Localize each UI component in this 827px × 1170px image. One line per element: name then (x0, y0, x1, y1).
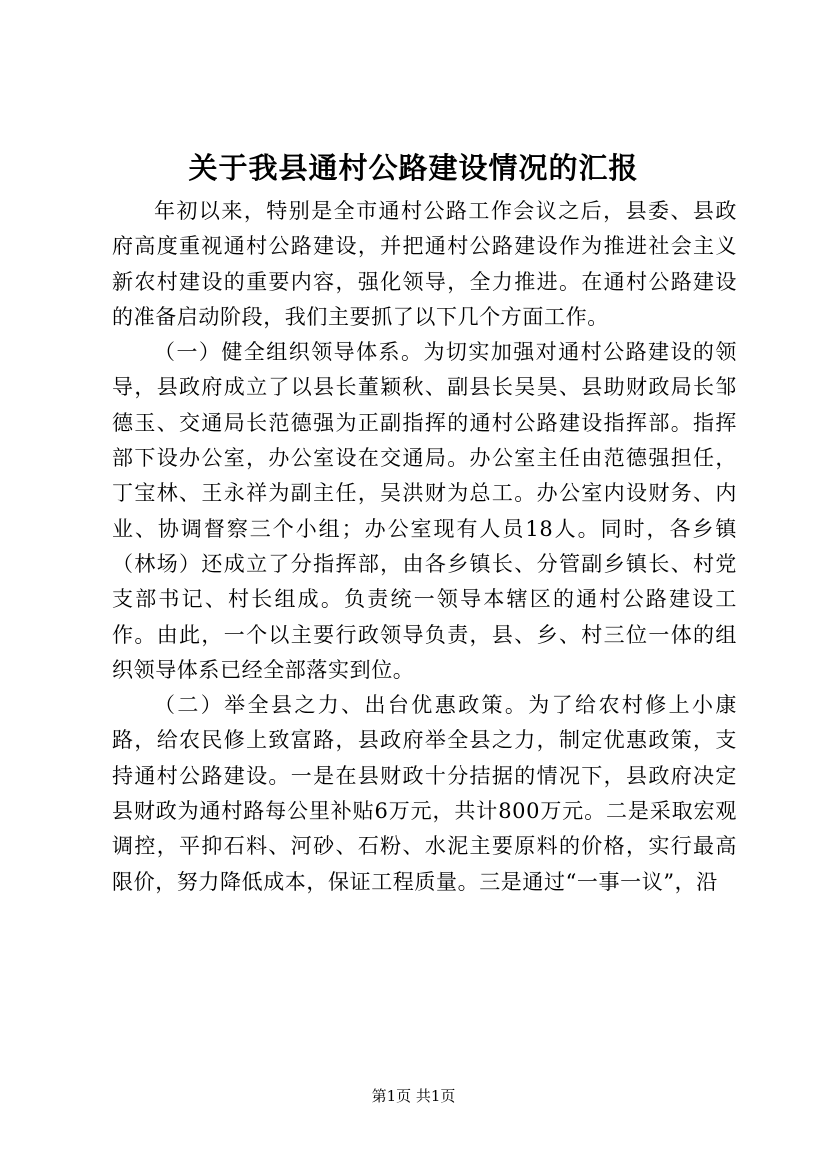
paragraph-policy: （二）举全县之力、出台优惠政策。为了给农村修上小康路，给农民修上致富路，县政府举全县之力，制定优惠政策，支持通村公路建设。一是在县财政十分拮据的情况下，县政府决定县财政为通村路每公里补贴6万元，共计800万元。二是采取宏观调控，平抑石料、河砂、石粉、水泥主要原料的价格，实行最高限价，努力降低成本，保证工程质量。三是通过“一事一议”，沿 (112, 693, 737, 894)
document-body (112, 194, 737, 900)
paragraph-intro: 年初以来，特别是全市通村公路工作会议之后，县委、县政府高度重视通村公路建设，并把通村公路建设作为推进社会主义新农村建设的重要内容，强化领导，全力推进。在通村公路建设的准备启动阶段，我们主要抓了以下几个方面工作。 (112, 199, 737, 329)
paragraph-organization: （一）健全组织领导体系。为切实加强对通村公路建设的领导，县政府成立了以县长董颖秋、副县长吴昊、县助财政局长邹德玉、交通局长范德强为正副指挥的通村公路建设指挥部。指挥部下设办公室，办公室设在交通局。办公室主任由范德强担任，丁宝林、王永祥为副主任，吴洪财为总工。办公室内设财务、内业、协调督察三个小组；办公室现有人员18人。同时，各乡镇（林场）还成立了分指挥部，由各乡镇长、分管副乡镇长、村党支部书记、村长组成。负责统一领导本辖区的通村公路建设工作。由此，一个以主要行政领导负责，县、乡、村三位一体的组织领导体系已经全部落实到位。 (112, 340, 737, 682)
document-title: 关于我县通村公路建设情况的汇报 (188, 151, 639, 185)
page-footer: 第1页 共1页 (371, 1087, 456, 1105)
